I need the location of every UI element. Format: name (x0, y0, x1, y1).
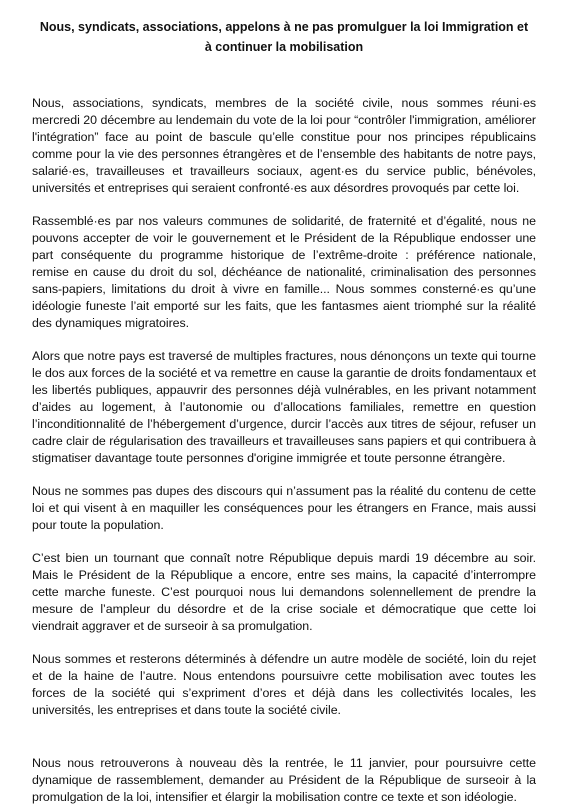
paragraph-6: Nous sommes et resterons déterminés à défendre un autre modèle de société, loin du rejet et de la haine de l’autre. Nous entendons poursuivre cette mobilisation avec toutes les forces de la société qui s’expriment d’ores et déjà dans les collectivités locales, les universités, les entreprises et dans toute la société civile. (32, 652, 536, 717)
paragraph-1: Nous, associations, syndicats, membres de la société civile, nous sommes réuni·es mercredi 20 décembre au lendemain du vote de la loi pour “contrôler l'immigration, améliorer l'intégration” face au point de bascule qu’elle constitue pour nos principes républicains comme pour la vie des personnes étrangères et de l’ensemble des habitants de notre pays, salarié·es, travailleuses et travailleurs sociaux, agent·es du service public, bénévoles, universités et entreprises qui seraient confronté·es aux désordres provoqués par cette loi. (32, 96, 536, 195)
paragraph-7: Nous nous retrouverons à nouveau dès la rentrée, le 11 janvier, pour poursuivre cette dynamique de rassemblement, demander au Président de la République de surseoir à la promulgation de la loi, intensifier et élargir la mobilisation contre ce texte et son idéologie. (32, 756, 536, 804)
paragraph-3: Alors que notre pays est traversé de multiples fractures, nous dénonçons un texte qui tourne le dos aux forces de la société et va remettre en cause la garantie de droits fondamentaux et les libertés publiques, appauvrir des personnes déjà vulnérables, en les privant notamment d’aides au logement, à l’autonomie ou d’allocations familiales, remettre en question l’inconditionnalité de l’hébergement d’urgence, durcir l’accès aux titres de séjour, refuser un cadre clair de régularisation des travailleurs et travailleuses sans papiers et qui contribuera à stigmatiser davantage toute personnes d'origine immigrée et toute personne étrangère. (32, 349, 536, 465)
paragraph-4: Nous ne sommes pas dupes des discours qui n’assument pas la réalité du contenu de cette loi et qui visent à en maquiller les conséquences pour les étrangers en France, mais aussi pour toute la population. (32, 484, 536, 532)
paragraph-5: C’est bien un tournant que connaît notre République depuis mardi 19 décembre au soir. Mais le Président de la République a encore, entre ses mains, la capacité d’interrompre cette marche funeste. C’est pourquoi nous lui demandons solennellement de prendre la mesure de l’ampleur du désordre et de la crise sociale et démocratique que cette loi viendrait aggraver et de surseoir à sa promulgation. (32, 551, 536, 633)
paragraph-2: Rassemblé·es par nos valeurs communes de solidarité, de fraternité et d’égalité, nous ne pouvons accepter de voir le gouvernement et le Président de la République endosser une part conséquente du programme historique de l’extrême-droite : préférence nationale, remise en cause du droit du sol, déchéance de nationalité, criminalisation des personnes sans-papiers, limitations du droit à vivre en famille... Nous sommes consterné·es qu’une idéologie funeste l’ait emporté sur les faits, que les fantasmes aient triomphé sur la réalité des dynamiques migratoires. (32, 214, 536, 330)
document-title: Nous, syndicats, associations, appelons à ne pas promulguer la loi Immigration et à continuer la mobilisation (39, 20, 529, 54)
